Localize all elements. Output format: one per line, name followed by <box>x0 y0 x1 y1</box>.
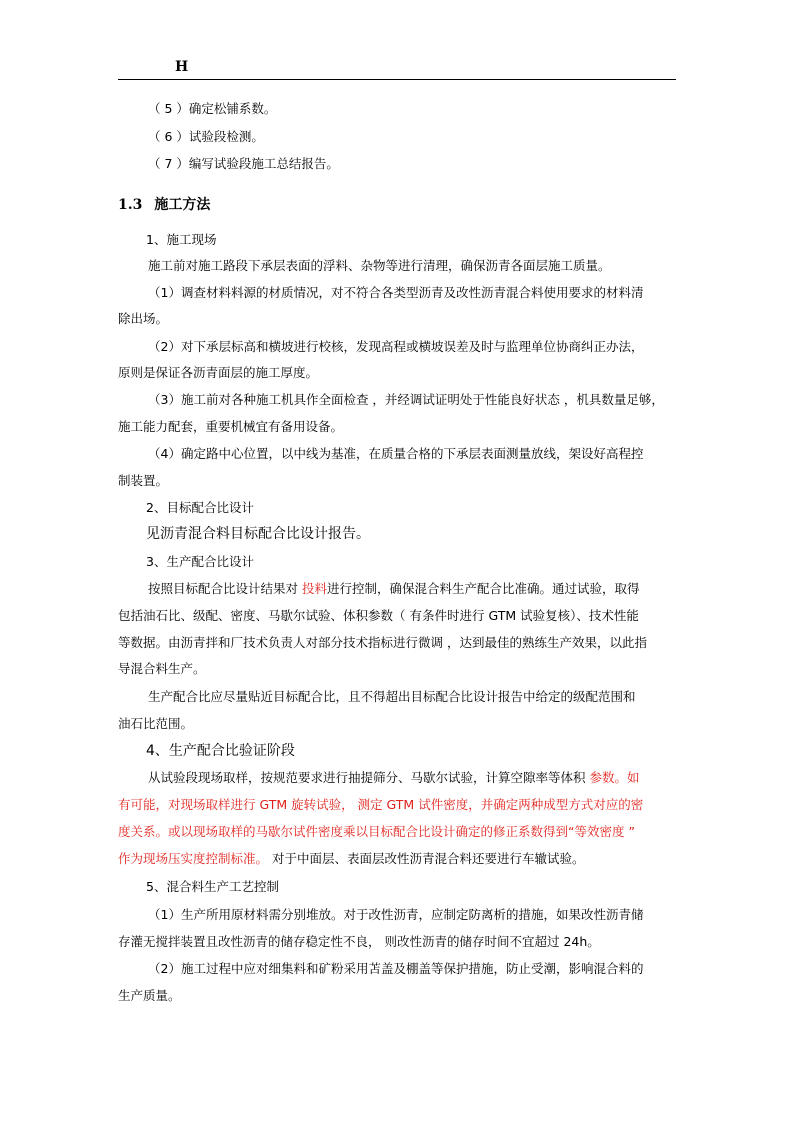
paragraph-line: 导混合料生产。 <box>118 661 206 676</box>
paragraph-line: 从试验段现场取样，按规范要求进行抽提筛分、马歇尔试验，计算空隙率等体积 参数。如 <box>148 770 640 785</box>
section-number: 1.3 <box>118 197 143 213</box>
highlight-text: 有可能，对现场取样进行 GTM 旋转试验， 测定 GTM 试件密度，并确定两种成型方式对应的密 <box>118 797 644 812</box>
highlight-text: 作为现场压实度控制标准。 <box>118 851 269 866</box>
paragraph-line: （3）施工前对各种施工机具作全面检查 ，并经调试证明处于性能良好状态 ，机具数量足够， <box>148 392 664 407</box>
section-heading <box>118 194 210 214</box>
step-5: （ 5 ）确定松铺系数。 <box>148 101 277 116</box>
heading-target-mix: 2、目标配合比设计 <box>146 500 254 515</box>
section-title: 施工方法 <box>154 197 211 213</box>
paragraph-line: （2）对下承层标高和横坡进行校核，发现高程或横坡误差及时与监理单位协商纠正办法， <box>148 339 644 354</box>
step-7: （ 7 ）编写试验段施工总结报告。 <box>148 156 339 171</box>
paragraph-line: （1）调查材料料源的材质情况，对不符合各类型沥青及改性沥青混合料使用要求的材料清 <box>148 285 644 300</box>
header-rule <box>118 79 676 80</box>
paragraph-line: 见沥青混合料目标配合比设计报告。 <box>146 526 370 542</box>
paragraph-line: （1）生产所用原材料需分别堆放。对于改性沥青，应制定防离析的措施，如果改性沥青储 <box>148 907 644 922</box>
highlight-text: 参数。如 <box>589 770 640 785</box>
paragraph-line: 除出场。 <box>118 311 169 326</box>
heading-production-verification: 4、生产配合比验证阶段 <box>146 743 295 759</box>
heading-construction-site: 1、施工现场 <box>146 232 217 247</box>
paragraph-line: 施工能力配套，重要机械宜有备用设备。 <box>118 419 344 434</box>
paragraph-line: （2）施工过程中应对细集料和矿粉采用苫盖及棚盖等保护措施，防止受潮，影响混合料的 <box>148 961 644 976</box>
highlight-text: 投料 <box>301 581 327 596</box>
paragraph-line: 存灌无搅拌装置且改性沥青的储存稳定性不良， 则改性沥青的储存时间不宜超过 24h。 <box>118 934 600 949</box>
paragraph-line: 生产配合比应尽量贴近目标配合比，且不得超出目标配合比设计报告中给定的级配范围和 <box>148 689 636 704</box>
heading-production-mix: 3、生产配合比设计 <box>146 554 254 569</box>
paragraph-line: 生产质量。 <box>118 988 181 1003</box>
paragraph-line: 包括油石比、级配、密度、马歇尔试验、体积参数（ 有条件时进行 GTM 试验复核）、技术性能 <box>118 608 639 623</box>
paragraph-line: 作为现场压实度控制标准。 对于中面层、表面层改性沥青混合料还要进行车辙试验。 <box>118 851 585 866</box>
step-6: （ 6 ）试验段检测。 <box>148 129 264 144</box>
paragraph-line: 原则是保证各沥青面层的施工厚度。 <box>118 365 319 380</box>
highlight-text: 度关系。或以现场取样的马歇尔试件密度乘以目标配合比设计确定的修正系数得到“等效密度 ” <box>118 824 635 839</box>
paragraph-line: 按照目标配合比设计结果对 投料进行控制，确保混合料生产配合比准确。通过试验，取得 <box>148 581 640 596</box>
paragraph-line: 等数据。由沥青拌和厂技术负责人对部分技术指标进行微调 ，达到最佳的熟练生产效果，以此指 <box>118 635 647 650</box>
heading-mix-production: 5、混合料生产工艺控制 <box>146 879 279 894</box>
paragraph-line: 制装置。 <box>118 473 169 488</box>
paragraph-line: 油石比范围。 <box>118 716 194 731</box>
header-letter: H <box>175 59 189 75</box>
paragraph-line: 施工前对施工路段下承层表面的浮料、杂物等进行清理，确保沥青各面层施工质量。 <box>148 258 611 273</box>
paragraph-line: （4）确定路中心位置，以中线为基准，在质量合格的下承层表面测量放线，架设好高程控 <box>148 446 644 461</box>
